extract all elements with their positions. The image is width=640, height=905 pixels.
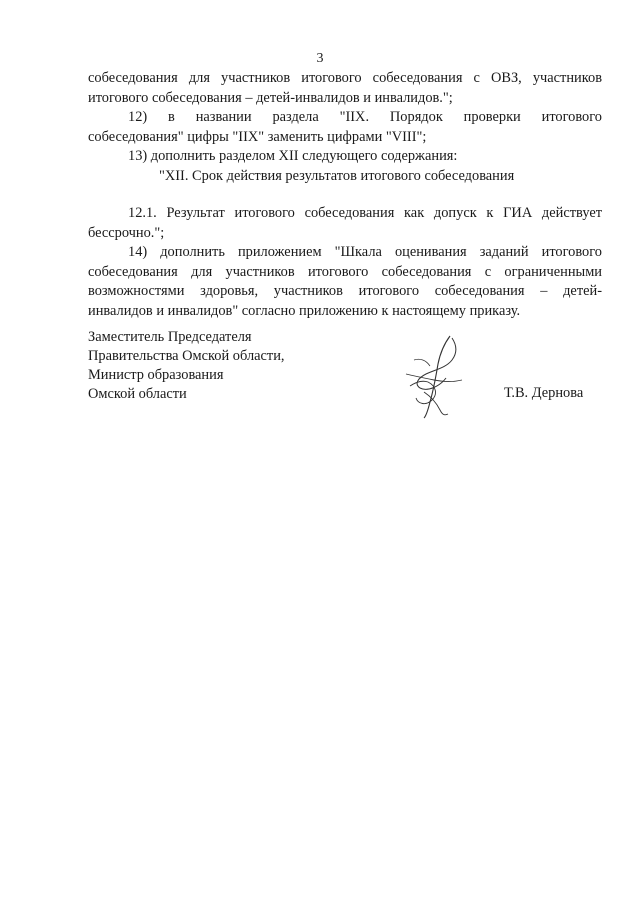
body-line: собеседования" цифры "IIX" заменить цифрами "VIII"; <box>88 128 427 145</box>
document-body <box>88 69 602 321</box>
item-13: 13) дополнить разделом XII следующего содержания: <box>128 148 458 164</box>
body-line: собеседования для участников итогового собеседования с ОВЗ, участников <box>88 70 602 86</box>
page-number: 3 <box>316 51 324 66</box>
paragraph-gap <box>88 186 602 204</box>
clause-12-1: 12.1. Результат итогового собеседования как допуск к ГИА действует <box>128 205 602 221</box>
item-12: 12) в названии раздела "IIX. Порядок проверки итогового <box>128 109 602 125</box>
body-line: инвалидов и инвалидов" согласно приложению к настоящему приказу. <box>88 302 521 319</box>
position-line: Заместитель Председателя <box>88 329 252 345</box>
body-line: итогового собеседования – детей-инвалидов и инвалидов."; <box>88 89 453 106</box>
body-line: возможностями здоровья, участников итогового собеседования – детей- <box>88 283 602 299</box>
item-14: 14) дополнить приложением "Шкала оценивания заданий итогового <box>128 244 602 260</box>
handwritten-signature <box>400 330 470 420</box>
position-line: Министр образования <box>88 367 224 383</box>
signer-name: Т.В. Дернова <box>504 385 584 401</box>
position-line: Правительства Омской области, <box>88 348 285 364</box>
signatory-position <box>88 328 285 404</box>
position-line: Омской области <box>88 386 187 402</box>
body-line: бессрочно."; <box>88 224 165 241</box>
body-line: собеседования для участников итогового собеседования с ограниченными <box>88 263 602 280</box>
section-xii-heading: "XII. Срок действия результатов итогового собеседования <box>159 167 515 184</box>
